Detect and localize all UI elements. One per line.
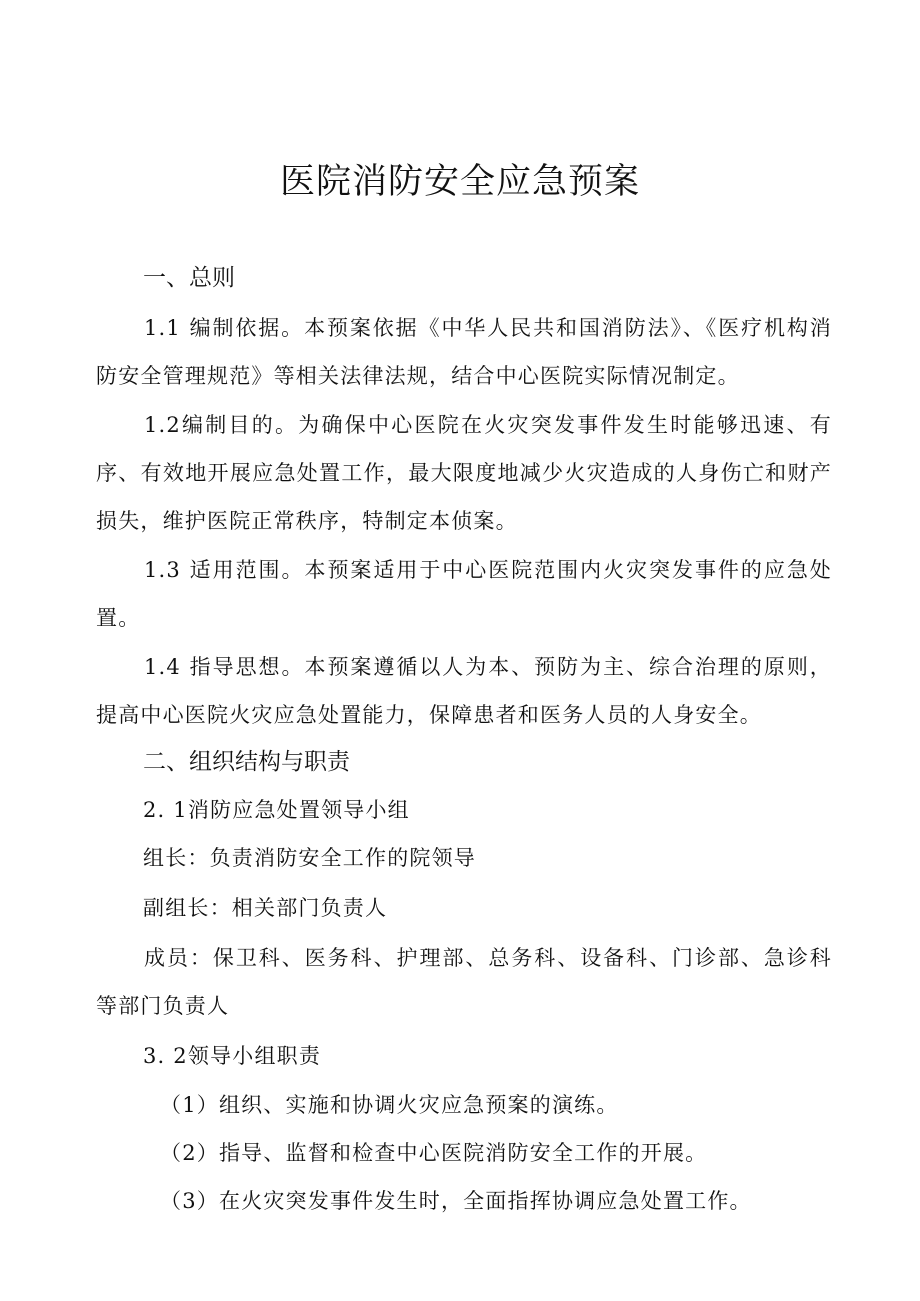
document-title: 医院消防安全应急预案 (279, 162, 640, 202)
duty-item-3: （3）在火灾突发事件发生时，全面指挥协调应急处置工作。 (160, 1189, 752, 1213)
paragraph-1-3: 1.3 适用范围。本预案适用于中心医院范围内火灾突发事件的应急处置。 (96, 558, 832, 630)
subsection-leading-group: 2. 1消防应急处置领导小组 (143, 798, 410, 822)
paragraph-1-2: 1.2编制目的。为确保中心医院在火灾突发事件发生时能够迅速、有序、有效地开展应急处置工作，最大限度地减少火灾造成的人身伤亡和财产损失，维护医院正常秩序，特制定本侦案。 (96, 413, 832, 533)
duty-item-2: （2）指导、监督和检查中心医院消防安全工作的开展。 (160, 1141, 708, 1165)
subsection-group-duties: 3. 2领导小组职责 (143, 1044, 322, 1068)
section-heading-general: 一、总则 (143, 265, 235, 291)
deputy-leader-line: 副组长：相关部门负责人 (143, 896, 388, 920)
group-leader-line: 组长：负责消防安全工作的院领导 (143, 846, 476, 870)
duty-item-1: （1）组织、实施和协调火灾应急预案的演练。 (160, 1093, 619, 1117)
paragraph-1-4: 1.4 指导思想。本预案遵循以人为本、预防为主、综合治理的原则，提高中心医院火灾应急处置能力，保障患者和医务人员的人身安全。 (96, 655, 832, 727)
paragraph-1-1: 1.1 编制依据。本预案依据《中华人民共和国消防法》、《医疗机构消防安全管理规范》等相关法律法规，结合中心医院实际情况制定。 (96, 316, 832, 388)
members-paragraph: 成员：保卫科、医务科、护理部、总务科、设备科、门诊部、急诊科等部门负责人 (96, 946, 832, 1018)
section-heading-organization: 二、组织结构与职责 (143, 749, 350, 775)
